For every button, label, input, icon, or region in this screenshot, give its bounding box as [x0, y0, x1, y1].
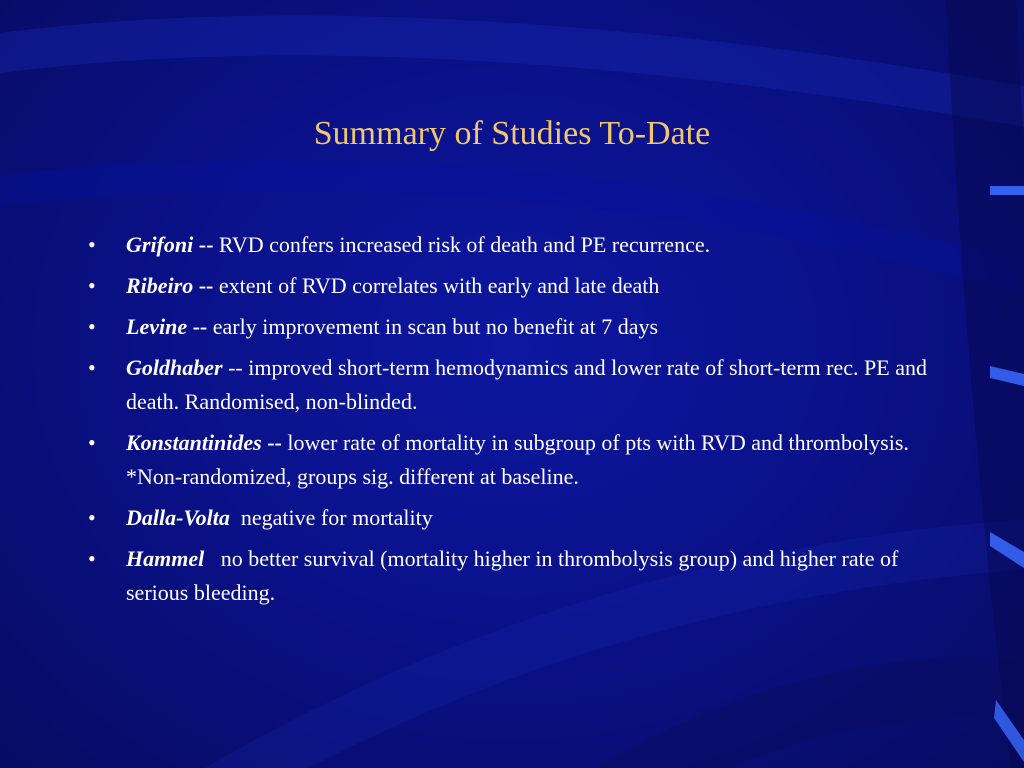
- bullet-dot: •: [88, 546, 96, 571]
- accent-stripe: [990, 186, 1024, 195]
- bg-curve: [600, 688, 1024, 768]
- separator: --: [261, 430, 288, 455]
- separator: --: [187, 314, 213, 339]
- study-summary: no better survival (mortality higher in thrombolysis group) and higher rate of serious bleeding.: [126, 546, 899, 605]
- separator: --: [222, 355, 249, 380]
- study-summary: RVD confers increased risk of death and PE recurrence.: [218, 232, 711, 257]
- slide-title: Summary of Studies To-Date: [313, 115, 711, 152]
- bullet-dot: •: [88, 273, 96, 298]
- bullet-item: [88, 426, 948, 494]
- study-name: Konstantinides: [126, 430, 262, 455]
- study-name: Dalla-Volta: [126, 505, 230, 530]
- separator: --: [193, 273, 219, 298]
- bullet-dot: •: [88, 232, 96, 257]
- study-summary: negative for mortality: [240, 505, 433, 530]
- bullet-item: [88, 542, 948, 610]
- bullet-item: [88, 501, 948, 535]
- bullet-dot: •: [88, 355, 96, 380]
- study-name: Hammel: [126, 546, 205, 571]
- bullet-item: [88, 310, 948, 344]
- bullet-dot: •: [88, 430, 96, 455]
- study-name: Grifoni: [126, 232, 194, 257]
- separator: --: [193, 232, 219, 257]
- study-name: Goldhaber: [126, 355, 223, 380]
- study-name: Levine: [126, 314, 188, 339]
- separator: [230, 505, 241, 530]
- bullet-item: [88, 351, 948, 419]
- study-summary: early improvement in scan but no benefit at 7 days: [212, 314, 659, 339]
- bullet-dot: •: [88, 314, 96, 339]
- bullet-item: [88, 228, 948, 262]
- study-name: Ribeiro: [126, 273, 194, 298]
- separator: [204, 546, 221, 571]
- study-summary: lower rate of mortality in subgroup of pts with RVD and thrombolysis. *Non-randomized, groups sig. different at baseline.: [126, 430, 909, 489]
- bullet-item: [88, 269, 948, 303]
- bg-curve: [0, 36, 1024, 121]
- study-summary: extent of RVD correlates with early and late death: [218, 273, 660, 298]
- bullet-dot: •: [88, 505, 96, 530]
- bullet-list: [88, 228, 948, 617]
- study-summary: improved short-term hemodynamics and lower rate of short-term rec. PE and death. Randomised, non-blinded.: [126, 355, 927, 414]
